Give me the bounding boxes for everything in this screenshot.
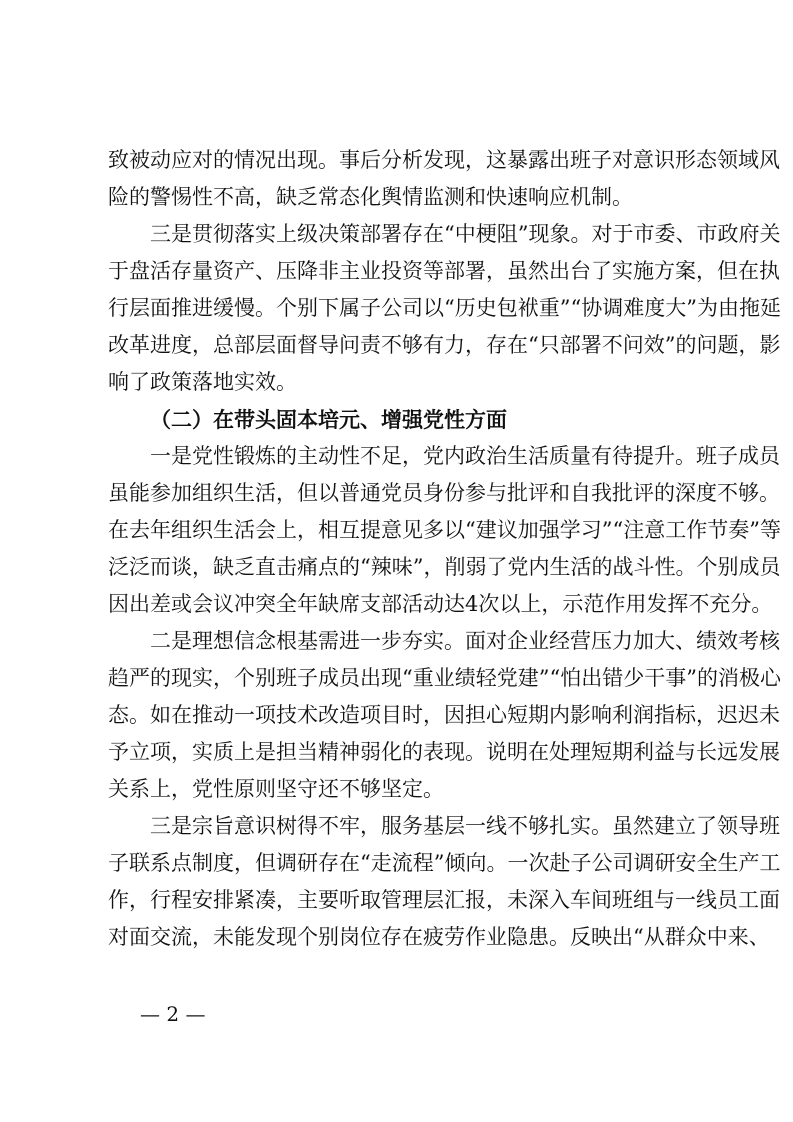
text-line: 二是理想信念根基需进一步夯实。面对企业经营压力加大、绩效考核 (150, 629, 780, 653)
text-line: 险的警惕性不高，缺乏常态化舆情监测和快速响应机制。 (108, 185, 633, 209)
text-line: 关系上，党性原则坚守还不够坚定。 (108, 777, 444, 801)
section-heading (108, 401, 700, 438)
text-line: （二）在带头固本培元、增强党性方面 (150, 407, 507, 432)
text-line: 泛泛而谈，缺乏直击痛点的“辣味”，削弱了党内生活的战斗性。个别成员 (108, 555, 781, 579)
paragraph (108, 216, 781, 401)
text-line: 在去年组织生活会上，相互提意见多以“建议加强学习”“注意工作节奏”等 (108, 518, 781, 542)
text-line: 子联系点制度，但调研存在“走流程”倾向。一次赴子公司调研安全生产工 (108, 851, 781, 875)
paragraph (108, 142, 780, 216)
text-line: 于盘活存量资产、压降非主业投资等部署，虽然出台了实施方案，但在执 (108, 259, 780, 283)
page-number: — 2 — (140, 1002, 206, 1026)
paragraph (108, 438, 781, 623)
text-line: 响了政策落地实效。 (108, 370, 297, 394)
paragraph (108, 623, 781, 808)
text-line: 因出差或会议冲突全年缺席支部活动达4次以上，示范作用发挥不充分。 (108, 592, 773, 616)
text-line: 一是党性锻炼的主动性不足，党内政治生活质量有待提升。班子成员 (150, 444, 780, 468)
paragraph (108, 808, 781, 956)
text-line: 三是宗旨意识树得不牢，服务基层一线不够扎实。虽然建立了领导班 (150, 814, 780, 838)
text-line: 态。如在推动一项技术改造项目时，因担心短期内影响利润指标，迟迟未 (108, 703, 780, 727)
text-line: 予立项，实质上是担当精神弱化的表现。说明在处理短期利益与长远发展 (108, 740, 780, 764)
document-body (108, 142, 781, 956)
text-line: 作，行程安排紧凑，主要听取管理层汇报，未深入车间班组与一线员工面 (108, 888, 780, 912)
text-line: 改革进度，总部层面督导问责不够有力，存在“只部署不问效”的问题，影 (108, 333, 781, 357)
text-line: 致被动应对的情况出现。事后分析发现，这暴露出班子对意识形态领域风 (108, 148, 780, 172)
text-line: 三是贯彻落实上级决策部署存在“中梗阻”现象。对于市委、市政府关 (150, 222, 781, 246)
text-line: 虽能参加组织生活，但以普通党员身份参与批评和自我批评的深度不够。 (108, 481, 780, 505)
text-line: 行层面推进缓慢。个别下属子公司以“历史包袱重”“协调难度大”为由拖延 (108, 296, 781, 320)
text-line: 对面交流，未能发现个别岗位存在疲劳作业隐患。反映出“从群众中来、 (108, 925, 770, 949)
text-line: 趋严的现实，个别班子成员出现“重业绩轻党建”“怕出错少干事”的消极心 (108, 666, 781, 690)
